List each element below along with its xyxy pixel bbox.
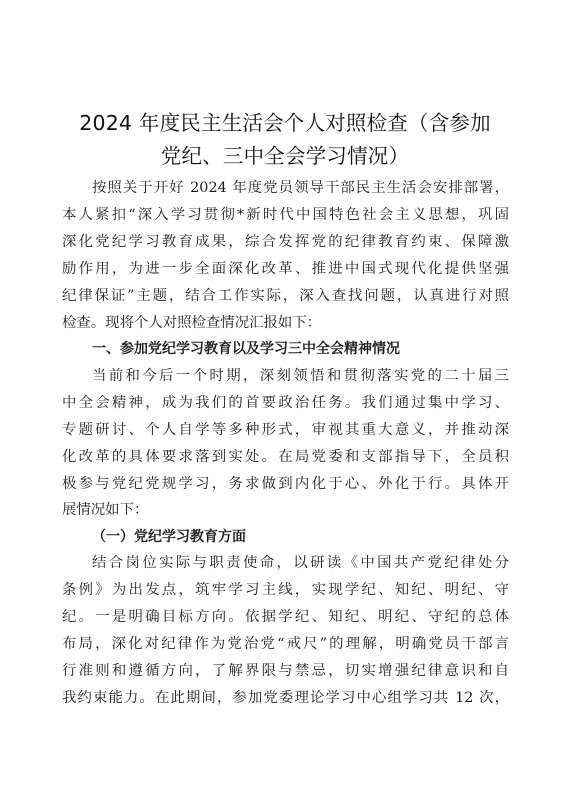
paragraph-line: 中全会精神，成为我们的首要政治任务。我们通过集中学习、 xyxy=(62,395,509,411)
paragraph-line: 本人紧扣“深入学习贯彻*新时代中国特色社会主义思想，巩固 xyxy=(62,207,509,223)
paragraph-line: 展情况如下： xyxy=(62,502,149,518)
paragraph-line: 按照关于开好 2024 年度党员领导干部民主生活会安排部署， xyxy=(92,180,509,196)
paragraph-line: 布局，深化对纪律作为党治党“戒尺”的理解，明确党员干部言 xyxy=(62,636,509,652)
section-heading: 一、参加党纪学习教育以及学习三中全会精神情况 xyxy=(92,341,400,357)
paragraph-line: 结合岗位实际与职责使命，以研读《中国共产党纪律处分 xyxy=(92,555,509,571)
paragraph-line: 检查。现将个人对照检查情况汇报如下： xyxy=(62,315,322,331)
paragraph-line: 我约束能力。在此期间，参加党委理论学习中心组学习共 12 次， xyxy=(62,690,509,706)
paragraph-line: 深化党纪学习教育成果，综合发挥党的纪律教育约束、保障激 xyxy=(62,234,509,250)
paragraph-line: 专题研讨、个人自学等多种形式，审视其重大意义，并推动深 xyxy=(62,422,509,438)
document-title-line-1: 2024 年度民主生活会个人对照检查（含参加 xyxy=(79,111,491,135)
paragraph-line: 励作用，为进一步全面深化改革、推进中国式现代化提供坚强 xyxy=(62,261,509,277)
paragraph-line: 纪律保证”主题，结合工作实际，深入查找问题，认真进行对照 xyxy=(62,288,509,304)
paragraph-line: 极参与党纪党规学习，务求做到内化于心、外化于行。具体开 xyxy=(62,476,509,492)
paragraph-line: 化改革的具体要求落到实处。在局党委和支部指导下，全员积 xyxy=(62,449,509,465)
subsection-heading: （一）党纪学习教育方面 xyxy=(92,529,246,545)
paragraph-line: 当前和今后一个时期，深刻领悟和贯彻落实党的二十届三 xyxy=(92,368,509,384)
document-title-line-2: 党纪、三中全会学习情况） xyxy=(160,144,410,168)
paragraph-line: 条例》为出发点，筑牢学习主线，实现学纪、知纪、明纪、守 xyxy=(62,582,509,598)
paragraph-line: 纪。一是明确目标方向。依据学纪、知纪、明纪、守纪的总体 xyxy=(62,609,509,625)
paragraph-line: 行准则和遵循方向，了解界限与禁忌，切实增强纪律意识和自 xyxy=(62,663,509,679)
